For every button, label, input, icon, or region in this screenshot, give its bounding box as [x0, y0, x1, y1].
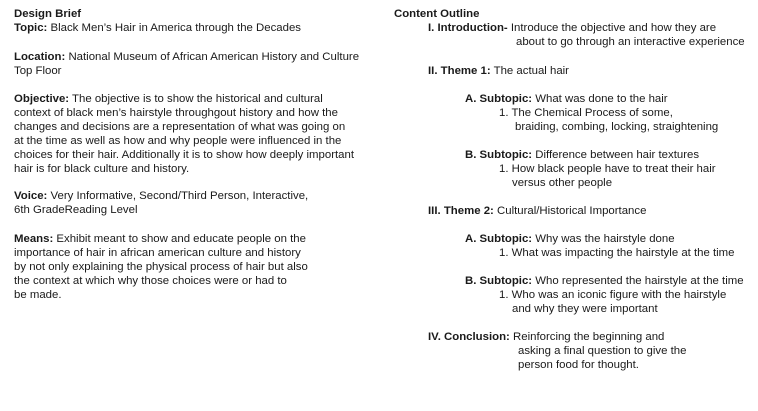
- introduction-line-2: about to go through an interactive experience: [516, 36, 745, 48]
- objective-text-line: choices for their hair. Additionally it is to show how deeply important: [14, 149, 354, 161]
- means-text-line: importance of hair in african american culture and history: [14, 247, 301, 259]
- subtopic-item-cont: and why they were important: [512, 303, 658, 315]
- location-line-2: Top Floor: [14, 65, 62, 77]
- conclusion-line-3: person food for thought.: [518, 359, 639, 371]
- theme-1-subtopic-a: A. Subtopic: What was done to the hair: [465, 93, 668, 105]
- theme-2-subtopic-b: B. Subtopic: Who represented the hairstyle at the time: [465, 275, 744, 287]
- subtopic-item: 1. How black people have to treat their hair: [499, 163, 716, 175]
- means-line: Means: Exhibit meant to show and educate people on the: [14, 233, 306, 245]
- design-brief-heading: Design Brief: [14, 8, 82, 20]
- objective-text-line: hair is for black culture and history.: [14, 163, 190, 175]
- means-text-line: by not only explaining the physical process of hair but also: [14, 261, 308, 273]
- theme-1-subtopic-b: B. Subtopic: Difference between hair textures: [465, 149, 700, 161]
- location-line: Location: National Museum of African American History and Culture: [14, 51, 360, 63]
- subtopic-item-cont: braiding, combing, locking, straightening: [515, 121, 719, 133]
- theme-2-subtopic-a: A. Subtopic: Why was the hairstyle done: [465, 233, 675, 245]
- voice-line: Voice: Very Informative, Second/Third Person, Interactive,: [14, 190, 309, 202]
- subtopic-item-cont: versus other people: [512, 177, 613, 189]
- topic-line: Topic: Black Men’s Hair in America through the Decades: [14, 22, 302, 34]
- conclusion-line-2: asking a final question to give the: [518, 345, 687, 357]
- subtopic-item: 1. The Chemical Process of some,: [499, 107, 673, 119]
- theme-2-line: III. Theme 2: Cultural/Historical Importance: [428, 205, 647, 217]
- objective-text-line: changes and decisions are a representation of what was going on: [14, 121, 346, 133]
- introduction-line: I. Introduction- Introduce the objective and how they are: [428, 22, 717, 34]
- objective-text-line: at the time as well as how and why people were influenced in the: [14, 135, 342, 147]
- means-text-line: the context at which why those choices were or had to: [14, 275, 287, 287]
- conclusion-line: IV. Conclusion: Reinforcing the beginning and: [428, 331, 665, 343]
- theme-1-line: II. Theme 1: The actual hair: [428, 65, 569, 77]
- voice-line-2: 6th GradeReading Level: [14, 204, 138, 216]
- objective-text-line: context of black men’s hairstyle throughgout history and how the: [14, 107, 338, 119]
- subtopic-item: 1. What was impacting the hairstyle at the time: [499, 247, 735, 259]
- objective-line: Objective: The objective is to show the historical and cultural: [14, 93, 323, 105]
- content-outline-heading: Content Outline: [394, 8, 480, 20]
- means-text-line: be made.: [14, 289, 62, 301]
- subtopic-item: 1. Who was an iconic figure with the hairstyle: [499, 289, 727, 301]
